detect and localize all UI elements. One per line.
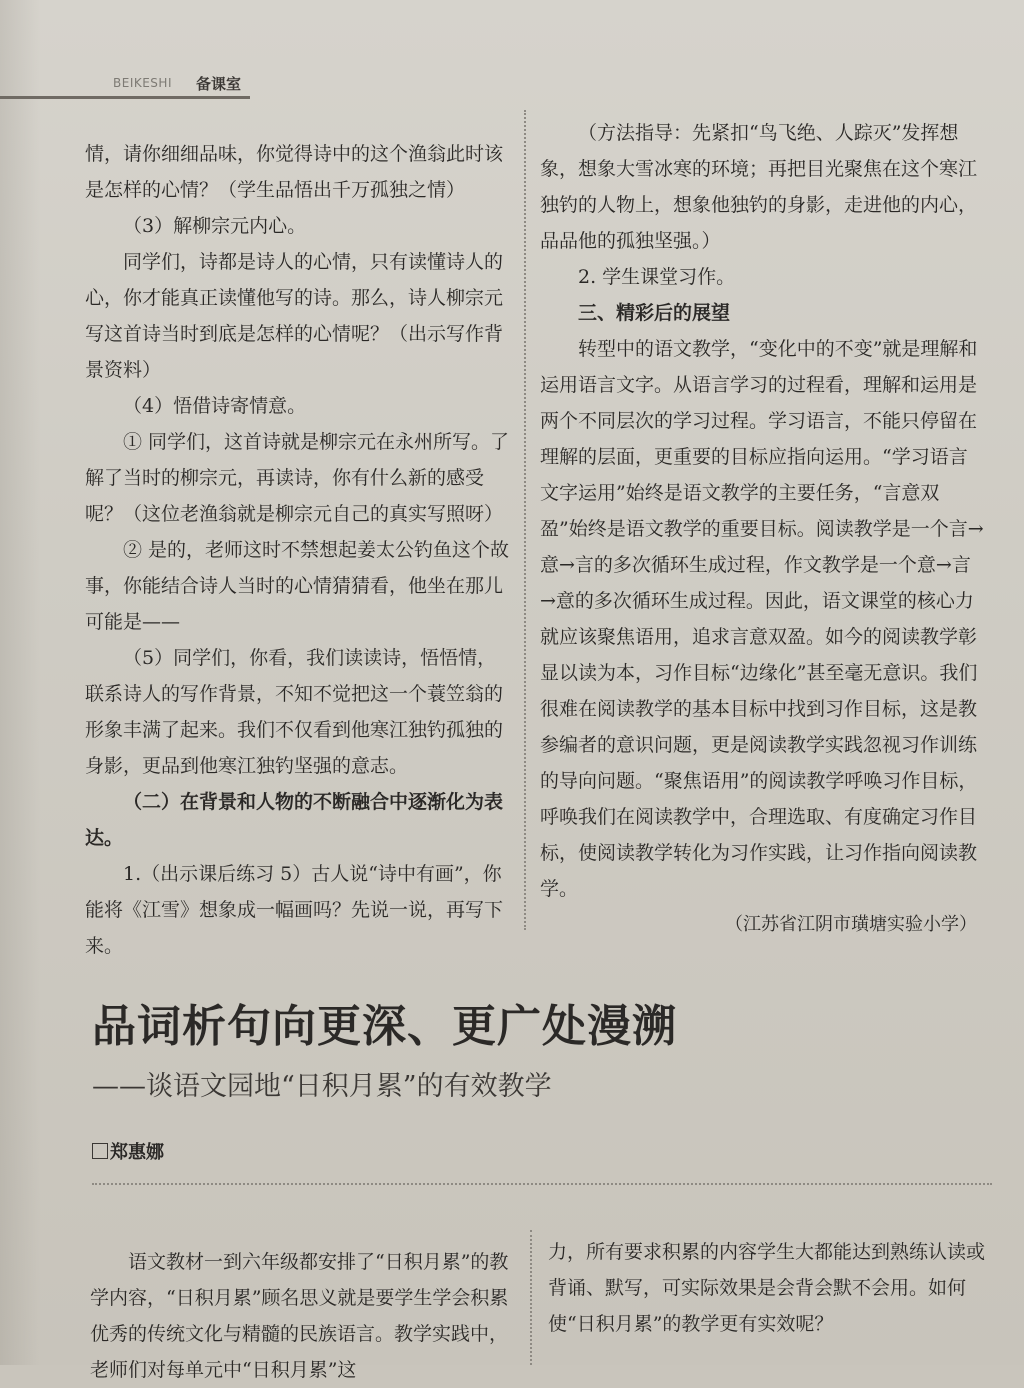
page-shadow bbox=[0, 0, 40, 1365]
section-heading: （二）在背景和人物的不断融合中逐渐化为表达。 bbox=[85, 791, 504, 849]
author-box-icon bbox=[92, 1143, 108, 1159]
author-name: 郑惠娜 bbox=[110, 1142, 164, 1163]
paragraph: 2. 学生课堂习作。 bbox=[578, 266, 736, 288]
right-column bbox=[540, 115, 985, 943]
article-body-right bbox=[548, 1234, 993, 1342]
left-column bbox=[85, 136, 510, 964]
paragraph: （方法指导：先紧扣“鸟飞绝、人踪灭”发挥想象，想象大雪冰寒的环境；再把目光聚焦在这个寒江独钓的人物上，想象他独钓的身影，走进他的内心，品品他的孤独坚强。） bbox=[540, 122, 978, 252]
paragraph: 情，请你细细品味，你觉得诗中的这个渔翁此时该是怎样的心情？（学生品悟出千万孤独之情） bbox=[85, 143, 504, 201]
paragraph: 1.（出示课后练习 5）古人说“诗中有画”，你能将《江雪》想象成一幅画吗？先说一说，再写下来。 bbox=[85, 863, 504, 957]
paragraph: （3）解柳宗元内心。 bbox=[123, 215, 307, 237]
paragraph: 语文教材一到六年级都安排了“日积月累”的教学内容，“日积月累”顾名思义就是要学生学会积累优秀的传统文化与精髓的民族语言。教学实践中，老师们对每单元中“日积月累”这 bbox=[90, 1251, 509, 1381]
title-divider bbox=[92, 1183, 992, 1185]
paragraph: ② 是的，老师这时不禁想起姜太公钓鱼这个故事，你能结合诗人当时的心情猜猜看，他坐在那儿可能是—— bbox=[85, 539, 510, 633]
article-author bbox=[92, 1138, 164, 1164]
section-label-en: BEIKESHI bbox=[113, 76, 172, 90]
header-rule bbox=[0, 96, 250, 99]
article-subtitle: ——谈语文园地“日积月累”的有效教学 bbox=[92, 1071, 552, 1102]
section-label-cn: 备课室 bbox=[196, 75, 242, 93]
paragraph: 同学们，诗都是诗人的心情，只有读懂诗人的心，你才能真正读懂他写的诗。那么，诗人柳宗元写这首诗当时到底是怎样的心情呢？（出示写作背景资料） bbox=[85, 251, 504, 381]
author-affiliation: （江苏省江阴市璜塘实验小学） bbox=[725, 914, 977, 935]
paragraph: ① 同学们，这首诗就是柳宗元在永州所写。了解了当时的柳宗元，再读诗，你有什么新的感受呢？（这位老渔翁就是柳宗元自己的真实写照呀） bbox=[85, 431, 510, 525]
paragraph: （5）同学们，你看，我们读读诗，悟悟情，联系诗人的写作背景，不知不觉把这一个蓑笠翁的形象丰满了起来。我们不仅看到他寒江独钓孤独的身影，更品到他寒江独钓坚强的意志。 bbox=[85, 647, 504, 777]
paragraph: 转型中的语文教学，“变化中的不变”就是理解和运用语言文字。从语言学习的过程看，理解和运用是两个不同层次的学习过程。学习语言，不能只停留在理解的层面，更重要的目标应指向运用。“学习语言文字运用”始终是语文教学的主要任务，“言意双盈”始终是语文教学的重要目标。阅读教学是一个言→意→言的多次循环生成过程，作文教学是一个意→言→意的多次循环生成过程。因此，语文课堂的核心力就应该聚焦语用，追求言意双盈。如今的阅读教学彰显以读为本，习作目标“边缘化”甚至毫无意识。我们很难在阅读教学的基本目标中找到习作目标，这是教参编者的意识问题，更是阅读教学实践忽视习作训练的导向问题。“聚焦语用”的阅读教学呼唤习作目标，呼唤我们在阅读教学中，合理选取、有度确定习作目标，使阅读教学转化为习作实践，让习作指向阅读教学。 bbox=[540, 338, 984, 900]
column-divider-bottom bbox=[530, 1230, 532, 1365]
section-heading: 三、精彩后的展望 bbox=[578, 302, 731, 324]
paragraph: 力，所有要求积累的内容学生大都能达到熟练认读或背诵、默写，可实际效果是会背会默不会用。如何使“日积月累”的教学更有实效呢？ bbox=[548, 1241, 986, 1335]
article-title: 品词析句向更深、更广处漫溯 bbox=[92, 1001, 677, 1052]
column-divider bbox=[524, 110, 526, 930]
paragraph: （4）悟借诗寄情意。 bbox=[123, 395, 307, 417]
article-body-left bbox=[90, 1244, 515, 1388]
